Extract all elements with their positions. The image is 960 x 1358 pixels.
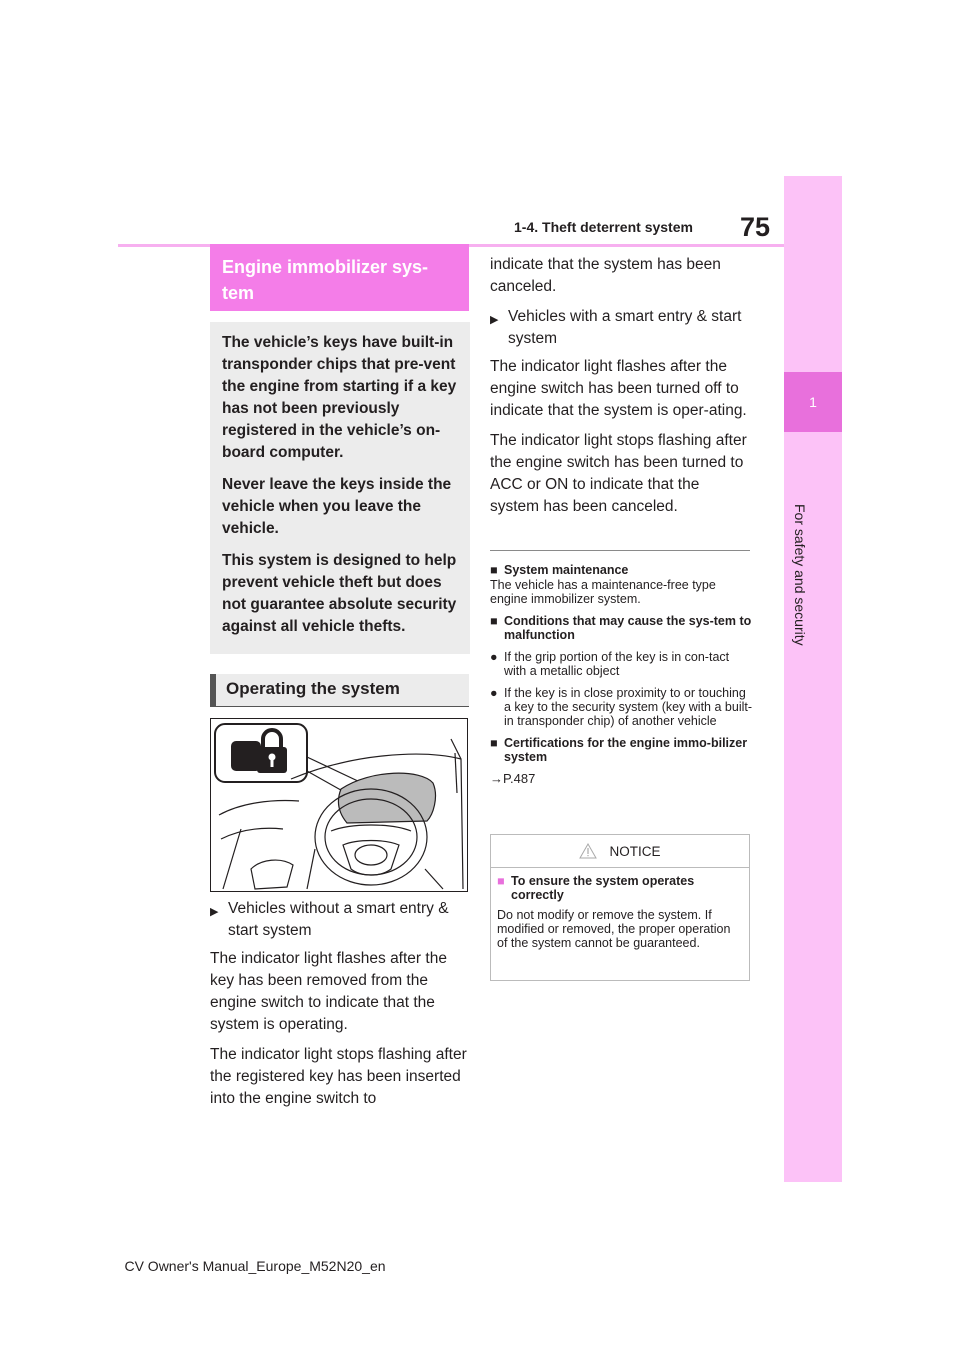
intro-paragraph: The vehicle’s keys have built-in transponder chips that pre-vent the engine from starting if a key has not been previously registered in the vehicle’s on-board computer. [222,334,457,461]
paragraph: The indicator light flashes after the engine switch has been turned off to indicate that the system is oper-ating. [490,358,747,419]
note-heading: ■ Certifications for the engine immo-bilizer system [490,736,748,764]
page-reference-link[interactable]: →P.487 [490,771,536,786]
notice-heading: ■ To ensure the system operates correctly [497,874,695,902]
circle-bullet-icon: ● [490,686,498,700]
intro-paragraph: This system is designed to help prevent vehicle theft but does not guarantee absolute security against all vehicle thefts. [222,552,457,635]
chapter-title: For safety and security [792,504,808,646]
chapter-number: 1 [784,372,842,432]
page-number: 75 [740,212,771,242]
square-bullet-icon: ■ [490,736,498,750]
triangle-bullet-icon: ▶ [210,906,219,918]
left-body [210,898,472,1118]
notes-divider [490,550,750,551]
note-item: ● If the key is in close proximity to or touching a key to the security system (key with a built-in transponder chip) of another vehicle [490,686,753,728]
right-body [490,254,752,526]
heading-operating-system: Operating the system [210,674,469,707]
paragraph: The indicator light stops flashing after the registered key has been inserted into the engine switch to [210,1046,467,1107]
list-item [490,306,752,350]
square-bullet-icon: ■ [490,614,498,628]
bullet-text: Vehicles without a smart entry & start system [228,900,449,939]
note-text: The vehicle has a maintenance-free type engine immobilizer system. [490,578,716,606]
note-heading: ■ Conditions that may cause the sys-tem to malfunction [490,614,752,642]
paragraph: indicate that the system has been canceled. [490,256,721,295]
intro-box [210,322,470,654]
notice-title: NOTICE [609,843,661,859]
circle-bullet-icon: ● [490,650,498,664]
notice-body [491,868,749,956]
warning-icon [579,843,597,859]
paragraph: The indicator light stops flashing after the engine switch has been turned to ACC or ON to indicate that the system has been canceled. [490,432,747,515]
square-bullet-icon: ■ [497,874,505,888]
note-heading: ■ System maintenance [490,563,629,577]
notice-header [491,835,749,868]
notice-box [490,834,750,981]
heading-engine-immobilizer: Engine immobilizer sys-tem [210,244,469,311]
section-title: 1-4. Theft deterrent system [514,219,693,235]
notes-section [490,555,752,786]
square-bullet-icon: ■ [490,563,498,577]
dashboard-illustration [210,718,468,892]
triangle-bullet-icon: ▶ [490,314,499,326]
intro-paragraph: Never leave the keys inside the vehicle when you leave the vehicle. [222,476,452,537]
footer-manual-id: CV Owner's Manual_Europe_M52N20_en [124,1258,386,1274]
list-item [210,898,472,942]
note-item: ● If the grip portion of the key is in con-tact with a metallic object [490,650,730,678]
paragraph: The indicator light flashes after the key has been removed from the engine switch to indicate that the system is operating. [210,950,447,1033]
notice-text: Do not modify or remove the system. If modified or removed, the proper operation of the system cannot be guaranteed. [497,908,731,950]
bullet-text: Vehicles with a smart entry & start system [508,308,742,347]
